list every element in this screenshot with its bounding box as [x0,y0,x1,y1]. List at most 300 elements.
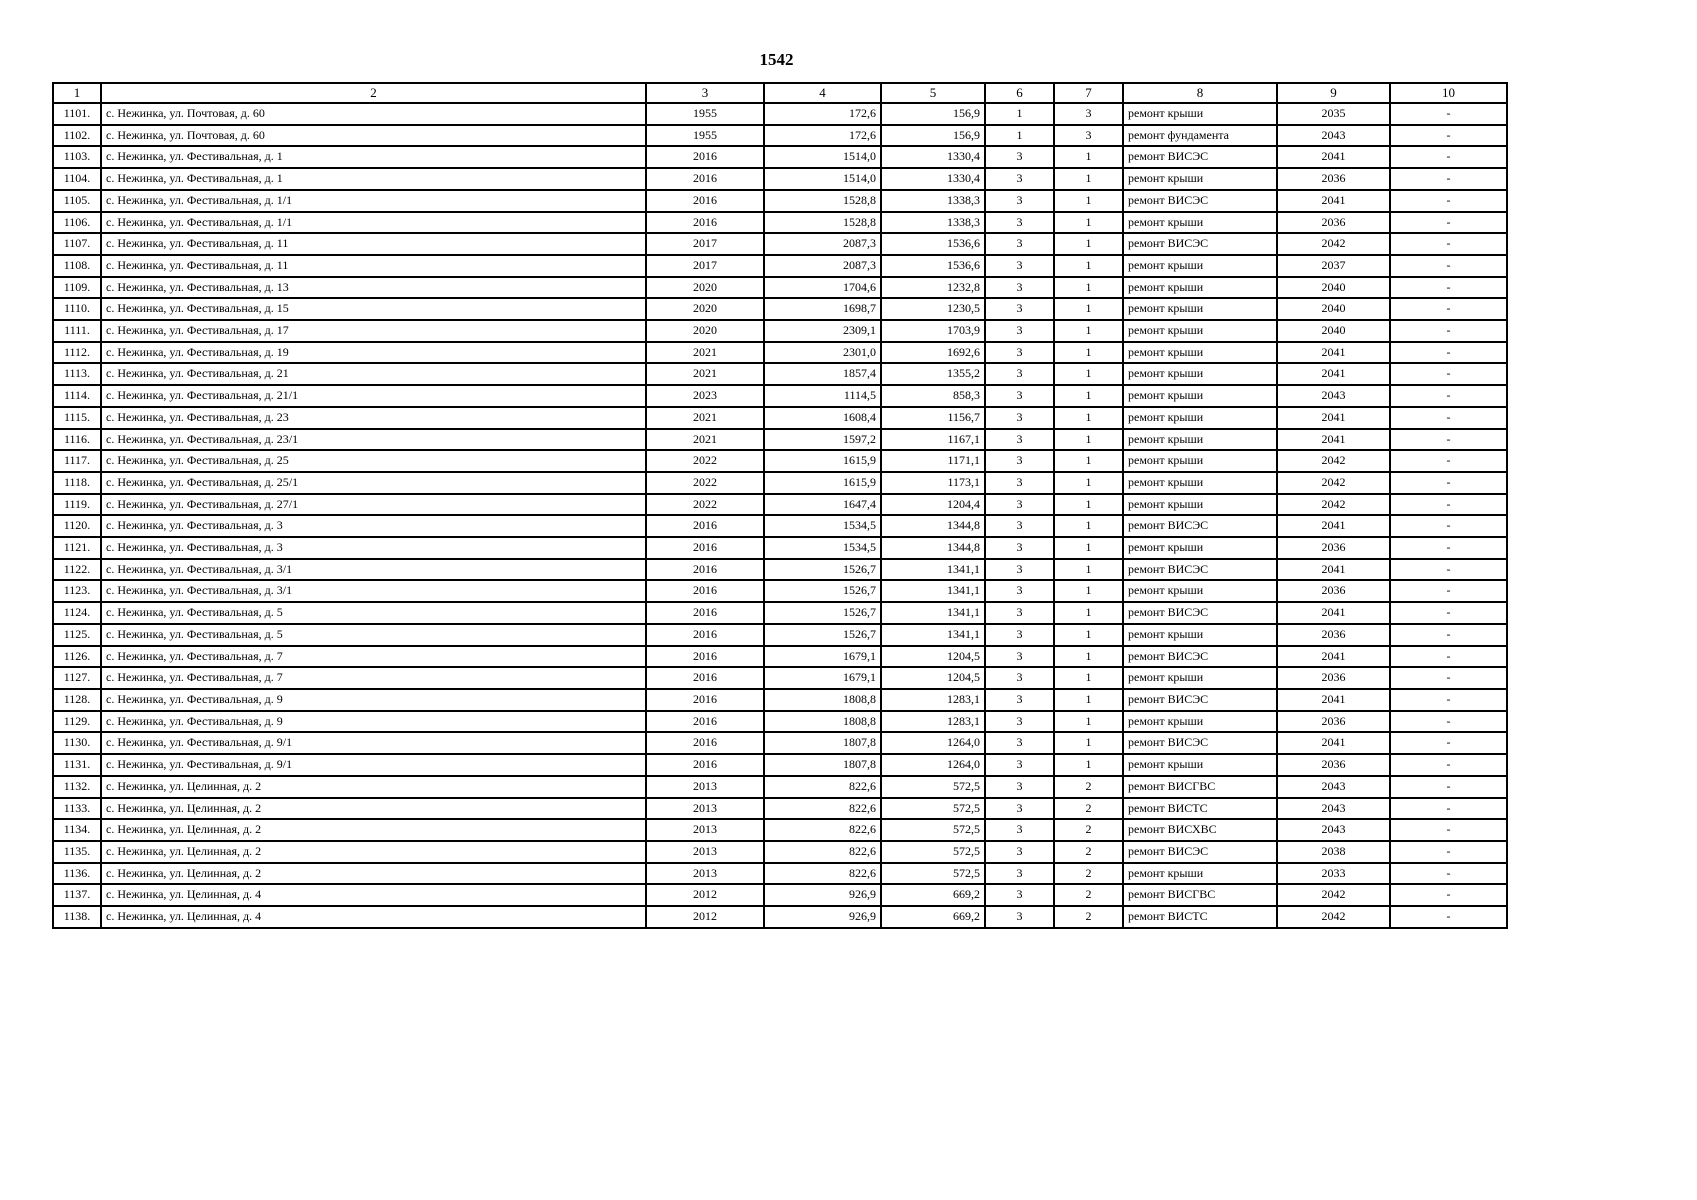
row-number-cell: 1112. [53,342,101,364]
total-area-cell: 822,6 [764,841,881,863]
living-area-cell: 572,5 [881,841,985,863]
planned-year-cell: 2036 [1277,212,1390,234]
build-year-cell: 1955 [646,103,764,125]
build-year-cell: 2020 [646,277,764,299]
address-cell: с. Нежинка, ул. Фестивальная, д. 11 [101,233,646,255]
total-area-cell: 1704,6 [764,277,881,299]
address-cell: с. Нежинка, ул. Фестивальная, д. 9/1 [101,732,646,754]
work-type-cell: ремонт крыши [1123,472,1277,494]
entrances-cell: 1 [1054,732,1123,754]
work-type-cell: ремонт крыши [1123,277,1277,299]
total-area-cell: 1808,8 [764,689,881,711]
planned-year-cell: 2038 [1277,841,1390,863]
build-year-cell: 2021 [646,342,764,364]
address-cell: с. Нежинка, ул. Фестивальная, д. 23 [101,407,646,429]
build-year-cell: 2013 [646,863,764,885]
planned-year-cell: 2041 [1277,515,1390,537]
table-row [53,906,1507,928]
address-cell: с. Нежинка, ул. Фестивальная, д. 7 [101,646,646,668]
column-header-3: 3 [646,83,764,103]
address-cell: с. Нежинка, ул. Фестивальная, д. 15 [101,298,646,320]
floors-cell: 3 [985,190,1054,212]
total-area-cell: 1679,1 [764,667,881,689]
planned-year-cell: 2043 [1277,776,1390,798]
row-number-cell: 1131. [53,754,101,776]
table-row [53,580,1507,602]
floors-cell: 3 [985,146,1054,168]
living-area-cell: 1204,5 [881,667,985,689]
row-number-cell: 1135. [53,841,101,863]
total-area-cell: 1597,2 [764,429,881,451]
floors-cell: 3 [985,212,1054,234]
entrances-cell: 1 [1054,212,1123,234]
note-cell: - [1390,667,1507,689]
note-cell: - [1390,537,1507,559]
build-year-cell: 2016 [646,559,764,581]
address-cell: с. Нежинка, ул. Почтовая, д. 60 [101,103,646,125]
floors-cell: 3 [985,233,1054,255]
total-area-cell: 1526,7 [764,602,881,624]
row-number-cell: 1130. [53,732,101,754]
planned-year-cell: 2041 [1277,689,1390,711]
note-cell: - [1390,298,1507,320]
planned-year-cell: 2041 [1277,429,1390,451]
row-number-cell: 1102. [53,125,101,147]
planned-year-cell: 2041 [1277,363,1390,385]
work-type-cell: ремонт ВИСЭС [1123,602,1277,624]
address-cell: с. Нежинка, ул. Фестивальная, д. 17 [101,320,646,342]
note-cell: - [1390,255,1507,277]
table-row [53,125,1507,147]
table-row [53,754,1507,776]
table-row [53,819,1507,841]
table-row [53,212,1507,234]
living-area-cell: 669,2 [881,884,985,906]
address-cell: с. Нежинка, ул. Фестивальная, д. 5 [101,624,646,646]
note-cell: - [1390,863,1507,885]
build-year-cell: 2016 [646,667,764,689]
entrances-cell: 1 [1054,277,1123,299]
row-number-cell: 1137. [53,884,101,906]
note-cell: - [1390,624,1507,646]
row-number-cell: 1108. [53,255,101,277]
build-year-cell: 2016 [646,515,764,537]
table-row [53,146,1507,168]
living-area-cell: 1283,1 [881,689,985,711]
column-header-2: 2 [101,83,646,103]
floors-cell: 3 [985,906,1054,928]
build-year-cell: 1955 [646,125,764,147]
entrances-cell: 3 [1054,103,1123,125]
living-area-cell: 1156,7 [881,407,985,429]
floors-cell: 3 [985,624,1054,646]
column-header-5: 5 [881,83,985,103]
floors-cell: 3 [985,884,1054,906]
living-area-cell: 1341,1 [881,602,985,624]
planned-year-cell: 2040 [1277,298,1390,320]
planned-year-cell: 2041 [1277,146,1390,168]
column-header-6: 6 [985,83,1054,103]
address-cell: с. Нежинка, ул. Целинная, д. 4 [101,906,646,928]
build-year-cell: 2013 [646,819,764,841]
table-row [53,776,1507,798]
row-number-cell: 1110. [53,298,101,320]
planned-year-cell: 2035 [1277,103,1390,125]
entrances-cell: 1 [1054,580,1123,602]
living-area-cell: 1338,3 [881,212,985,234]
work-type-cell: ремонт крыши [1123,407,1277,429]
note-cell: - [1390,277,1507,299]
address-cell: с. Нежинка, ул. Почтовая, д. 60 [101,125,646,147]
table-row [53,732,1507,754]
address-cell: с. Нежинка, ул. Фестивальная, д. 11 [101,255,646,277]
note-cell: - [1390,776,1507,798]
planned-year-cell: 2041 [1277,602,1390,624]
column-header-9: 9 [1277,83,1390,103]
table-row [53,798,1507,820]
work-type-cell: ремонт ВИСЭС [1123,146,1277,168]
total-area-cell: 1528,8 [764,190,881,212]
table-row [53,646,1507,668]
note-cell: - [1390,841,1507,863]
living-area-cell: 858,3 [881,385,985,407]
floors-cell: 3 [985,277,1054,299]
address-cell: с. Нежинка, ул. Фестивальная, д. 7 [101,667,646,689]
living-area-cell: 1344,8 [881,515,985,537]
total-area-cell: 1526,7 [764,580,881,602]
work-type-cell: ремонт ВИСГВС [1123,776,1277,798]
note-cell: - [1390,689,1507,711]
entrances-cell: 1 [1054,190,1123,212]
planned-year-cell: 2041 [1277,407,1390,429]
living-area-cell: 1338,3 [881,190,985,212]
row-number-cell: 1107. [53,233,101,255]
floors-cell: 3 [985,255,1054,277]
floors-cell: 1 [985,103,1054,125]
planned-year-cell: 2042 [1277,906,1390,928]
work-type-cell: ремонт крыши [1123,494,1277,516]
work-type-cell: ремонт ВИСЭС [1123,190,1277,212]
table-row [53,320,1507,342]
row-number-cell: 1123. [53,580,101,602]
table-body [53,103,1507,928]
living-area-cell: 1536,6 [881,255,985,277]
work-type-cell: ремонт ВИСЭС [1123,646,1277,668]
table-row [53,429,1507,451]
note-cell: - [1390,602,1507,624]
row-number-cell: 1104. [53,168,101,190]
work-type-cell: ремонт ВИСГВС [1123,884,1277,906]
entrances-cell: 1 [1054,559,1123,581]
floors-cell: 3 [985,689,1054,711]
table-row [53,190,1507,212]
entrances-cell: 2 [1054,798,1123,820]
build-year-cell: 2020 [646,298,764,320]
living-area-cell: 1173,1 [881,472,985,494]
row-number-cell: 1134. [53,819,101,841]
work-type-cell: ремонт крыши [1123,363,1277,385]
floors-cell: 3 [985,732,1054,754]
work-type-cell: ремонт крыши [1123,754,1277,776]
note-cell: - [1390,320,1507,342]
floors-cell: 3 [985,711,1054,733]
entrances-cell: 2 [1054,776,1123,798]
floors-cell: 1 [985,125,1054,147]
floors-cell: 3 [985,472,1054,494]
floors-cell: 3 [985,776,1054,798]
build-year-cell: 2016 [646,146,764,168]
column-header-8: 8 [1123,83,1277,103]
note-cell: - [1390,385,1507,407]
planned-year-cell: 2043 [1277,798,1390,820]
living-area-cell: 1330,4 [881,146,985,168]
column-header-4: 4 [764,83,881,103]
address-cell: с. Нежинка, ул. Фестивальная, д. 13 [101,277,646,299]
address-cell: с. Нежинка, ул. Фестивальная, д. 21/1 [101,385,646,407]
planned-year-cell: 2036 [1277,537,1390,559]
note-cell: - [1390,906,1507,928]
total-area-cell: 1807,8 [764,754,881,776]
planned-year-cell: 2043 [1277,385,1390,407]
build-year-cell: 2016 [646,168,764,190]
address-cell: с. Нежинка, ул. Фестивальная, д. 21 [101,363,646,385]
planned-year-cell: 2041 [1277,342,1390,364]
note-cell: - [1390,884,1507,906]
address-cell: с. Нежинка, ул. Фестивальная, д. 5 [101,602,646,624]
build-year-cell: 2022 [646,494,764,516]
table-row [53,494,1507,516]
living-area-cell: 1703,9 [881,320,985,342]
entrances-cell: 1 [1054,320,1123,342]
living-area-cell: 1330,4 [881,168,985,190]
header-row [53,83,1507,103]
address-cell: с. Нежинка, ул. Фестивальная, д. 27/1 [101,494,646,516]
note-cell: - [1390,450,1507,472]
entrances-cell: 2 [1054,906,1123,928]
table-row [53,602,1507,624]
row-number-cell: 1128. [53,689,101,711]
build-year-cell: 2023 [646,385,764,407]
entrances-cell: 1 [1054,754,1123,776]
planned-year-cell: 2041 [1277,732,1390,754]
total-area-cell: 926,9 [764,906,881,928]
total-area-cell: 1526,7 [764,624,881,646]
total-area-cell: 822,6 [764,819,881,841]
total-area-cell: 1114,5 [764,385,881,407]
living-area-cell: 572,5 [881,776,985,798]
build-year-cell: 2012 [646,884,764,906]
entrances-cell: 2 [1054,819,1123,841]
build-year-cell: 2022 [646,450,764,472]
work-type-cell: ремонт ВИСХВС [1123,819,1277,841]
entrances-cell: 1 [1054,429,1123,451]
entrances-cell: 1 [1054,450,1123,472]
build-year-cell: 2021 [646,407,764,429]
build-year-cell: 2016 [646,624,764,646]
living-area-cell: 156,9 [881,125,985,147]
address-cell: с. Нежинка, ул. Целинная, д. 2 [101,841,646,863]
planned-year-cell: 2041 [1277,646,1390,668]
note-cell: - [1390,233,1507,255]
column-header-1: 1 [53,83,101,103]
total-area-cell: 172,6 [764,125,881,147]
entrances-cell: 1 [1054,472,1123,494]
entrances-cell: 1 [1054,146,1123,168]
planned-year-cell: 2033 [1277,863,1390,885]
floors-cell: 3 [985,863,1054,885]
row-number-cell: 1138. [53,906,101,928]
table-row [53,385,1507,407]
row-number-cell: 1109. [53,277,101,299]
row-number-cell: 1129. [53,711,101,733]
row-number-cell: 1121. [53,537,101,559]
work-type-cell: ремонт крыши [1123,537,1277,559]
build-year-cell: 2016 [646,537,764,559]
address-cell: с. Нежинка, ул. Фестивальная, д. 9 [101,689,646,711]
page-number: 1542 [759,50,794,69]
floors-cell: 3 [985,646,1054,668]
work-type-cell: ремонт крыши [1123,429,1277,451]
address-cell: с. Нежинка, ул. Фестивальная, д. 25/1 [101,472,646,494]
planned-year-cell: 2043 [1277,819,1390,841]
total-area-cell: 822,6 [764,776,881,798]
total-area-cell: 1514,0 [764,146,881,168]
entrances-cell: 1 [1054,537,1123,559]
total-area-cell: 1698,7 [764,298,881,320]
work-type-cell: ремонт ВИСЭС [1123,233,1277,255]
floors-cell: 3 [985,841,1054,863]
table-row [53,450,1507,472]
total-area-cell: 1534,5 [764,537,881,559]
table-row [53,884,1507,906]
planned-year-cell: 2036 [1277,624,1390,646]
row-number-cell: 1101. [53,103,101,125]
entrances-cell: 1 [1054,298,1123,320]
planned-year-cell: 2042 [1277,884,1390,906]
table-row [53,711,1507,733]
build-year-cell: 2016 [646,711,764,733]
work-type-cell: ремонт крыши [1123,255,1277,277]
column-header-10: 10 [1390,83,1507,103]
build-year-cell: 2021 [646,429,764,451]
build-year-cell: 2016 [646,212,764,234]
floors-cell: 3 [985,559,1054,581]
build-year-cell: 2013 [646,841,764,863]
note-cell: - [1390,754,1507,776]
living-area-cell: 572,5 [881,863,985,885]
row-number-cell: 1111. [53,320,101,342]
floors-cell: 3 [985,537,1054,559]
row-number-cell: 1132. [53,776,101,798]
build-year-cell: 2016 [646,646,764,668]
work-type-cell: ремонт крыши [1123,450,1277,472]
note-cell: - [1390,342,1507,364]
entrances-cell: 1 [1054,646,1123,668]
row-number-cell: 1115. [53,407,101,429]
table-row [53,298,1507,320]
total-area-cell: 2087,3 [764,233,881,255]
address-cell: с. Нежинка, ул. Фестивальная, д. 3 [101,515,646,537]
address-cell: с. Нежинка, ул. Фестивальная, д. 1 [101,168,646,190]
note-cell: - [1390,363,1507,385]
address-cell: с. Нежинка, ул. Целинная, д. 2 [101,776,646,798]
note-cell: - [1390,798,1507,820]
planned-year-cell: 2037 [1277,255,1390,277]
living-area-cell: 1264,0 [881,754,985,776]
note-cell: - [1390,580,1507,602]
address-cell: с. Нежинка, ул. Фестивальная, д. 3/1 [101,580,646,602]
planned-year-cell: 2036 [1277,711,1390,733]
living-area-cell: 1283,1 [881,711,985,733]
planned-year-cell: 2040 [1277,277,1390,299]
total-area-cell: 2309,1 [764,320,881,342]
work-type-cell: ремонт ВИСЭС [1123,732,1277,754]
entrances-cell: 1 [1054,711,1123,733]
build-year-cell: 2013 [646,798,764,820]
floors-cell: 3 [985,429,1054,451]
total-area-cell: 1615,9 [764,450,881,472]
living-area-cell: 1341,1 [881,559,985,581]
build-year-cell: 2016 [646,602,764,624]
address-cell: с. Нежинка, ул. Фестивальная, д. 1/1 [101,190,646,212]
note-cell: - [1390,429,1507,451]
living-area-cell: 1692,6 [881,342,985,364]
entrances-cell: 1 [1054,667,1123,689]
table-row [53,363,1507,385]
table-row [53,472,1507,494]
table-row [53,342,1507,364]
note-cell: - [1390,646,1507,668]
work-type-cell: ремонт крыши [1123,103,1277,125]
living-area-cell: 156,9 [881,103,985,125]
address-cell: с. Нежинка, ул. Фестивальная, д. 9/1 [101,754,646,776]
work-type-cell: ремонт крыши [1123,580,1277,602]
living-area-cell: 572,5 [881,798,985,820]
work-type-cell: ремонт крыши [1123,667,1277,689]
entrances-cell: 1 [1054,407,1123,429]
work-type-cell: ремонт крыши [1123,385,1277,407]
work-type-cell: ремонт фундамента [1123,125,1277,147]
entrances-cell: 1 [1054,515,1123,537]
living-area-cell: 1341,1 [881,580,985,602]
total-area-cell: 1534,5 [764,515,881,537]
total-area-cell: 1526,7 [764,559,881,581]
row-number-cell: 1106. [53,212,101,234]
table-row [53,407,1507,429]
table-row [53,103,1507,125]
column-header-7: 7 [1054,83,1123,103]
work-type-cell: ремонт ВИСЭС [1123,841,1277,863]
total-area-cell: 1808,8 [764,711,881,733]
work-type-cell: ремонт ВИСЭС [1123,515,1277,537]
work-type-cell: ремонт ВИСТС [1123,906,1277,928]
row-number-cell: 1124. [53,602,101,624]
total-area-cell: 822,6 [764,863,881,885]
table-row [53,559,1507,581]
entrances-cell: 1 [1054,494,1123,516]
table-row [53,841,1507,863]
note-cell: - [1390,146,1507,168]
note-cell: - [1390,190,1507,212]
row-number-cell: 1118. [53,472,101,494]
row-number-cell: 1116. [53,429,101,451]
row-number-cell: 1117. [53,450,101,472]
planned-year-cell: 2036 [1277,580,1390,602]
row-number-cell: 1126. [53,646,101,668]
address-cell: с. Нежинка, ул. Целинная, д. 2 [101,863,646,885]
work-type-cell: ремонт крыши [1123,212,1277,234]
work-type-cell: ремонт ВИСЭС [1123,689,1277,711]
